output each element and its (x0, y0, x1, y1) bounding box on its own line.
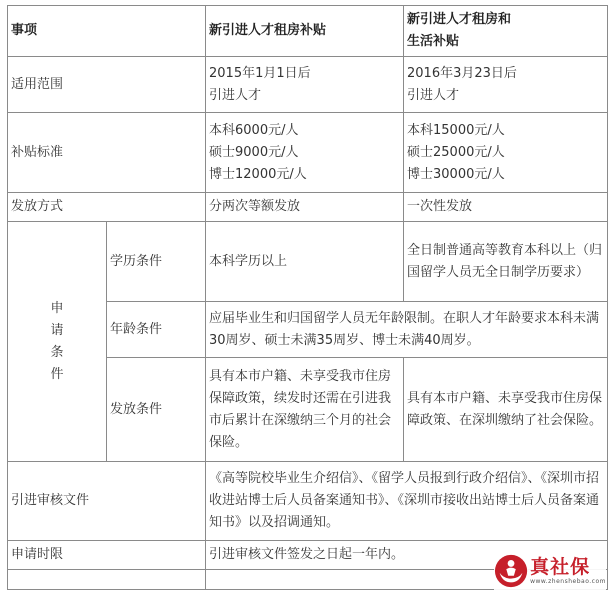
conditions-char-4: 件 (50, 366, 64, 382)
standard-col1 (206, 113, 404, 193)
header-item: 事项 (8, 6, 206, 57)
subsidy-comparison-table (7, 5, 608, 590)
standard-col2-doctor: 博士30000元/人 (407, 166, 505, 182)
education-col2: 全日制普通高等教育本科以上（归国留学人员无全日制学历要求） (404, 222, 608, 302)
age-text: 应届毕业生和归国留学人员无年龄限制。在职人才年龄要求本科未满30周岁、硕士未满35周岁、博士未满40周岁。 (206, 302, 608, 358)
standard-col2-master: 硕士25000元/人 (407, 144, 505, 160)
header-col2-line1: 新引进人才租房和 (407, 12, 512, 27)
conditions-char-3: 条 (50, 344, 64, 360)
issuance-col1: 具有本市户籍、未享受我市住房保障政策，续发时还需在引进我市后累计在深缴纳三个月的社会保险。 (206, 358, 404, 462)
trailing-cell-left (8, 570, 206, 590)
watermark (494, 551, 606, 591)
payment-col1: 分两次等额发放 (206, 193, 404, 222)
deadline-label: 申请时限 (8, 541, 206, 570)
header-row (8, 6, 608, 57)
conditions-char-1: 申 (50, 300, 64, 316)
scope-col2-line2: 引进人才 (407, 87, 460, 103)
standard-col2-bachelor: 本科15000元/人 (407, 122, 505, 138)
education-col1: 本科学历以上 (206, 222, 404, 302)
standard-col2 (404, 113, 608, 193)
education-row (8, 222, 608, 302)
watermark-text (530, 556, 606, 586)
standard-label: 补贴标准 (8, 113, 206, 193)
scope-col1 (206, 57, 404, 113)
conditions-label (8, 222, 107, 462)
watermark-url: www.zhenshebao.com (530, 578, 606, 585)
scope-col1-line2: 引进人才 (209, 87, 262, 103)
standard-row (8, 113, 608, 193)
payment-col2: 一次性发放 (404, 193, 608, 222)
scope-col2 (404, 57, 608, 113)
header-col1: 新引进人才租房补贴 (206, 6, 404, 57)
payment-label: 发放方式 (8, 193, 206, 222)
standard-col1-bachelor: 本科6000元/人 (209, 122, 299, 138)
standard-col1-master: 硕士9000元/人 (209, 144, 299, 160)
documents-label: 引进审核文件 (8, 462, 206, 541)
conditions-char-2: 请 (50, 322, 64, 338)
header-col2 (404, 6, 608, 57)
payment-row (8, 193, 608, 222)
header-col2-line2: 生活补贴 (407, 34, 460, 49)
scope-col2-line1: 2016年3月23日后 (407, 65, 517, 81)
documents-row (8, 462, 608, 541)
documents-text: 《高等院校毕业生介绍信》、《留学人员报到行政介绍信》、《深圳市招收进站博士后人员备案通知书》、《深圳市接收出站博士后人员备案通知书》以及招调通知。 (206, 462, 608, 541)
issuance-label: 发放条件 (107, 358, 206, 462)
watermark-brand: 真社保 (530, 556, 591, 578)
age-label: 年龄条件 (107, 302, 206, 358)
hands-person-icon (494, 553, 528, 589)
standard-col1-doctor: 博士12000元/人 (209, 166, 307, 182)
education-label: 学历条件 (107, 222, 206, 302)
scope-label: 适用范围 (8, 57, 206, 113)
deadline-text: 引进审核文件签发之日起一年内。 (206, 541, 608, 570)
scope-col1-line1: 2015年1月1日后 (209, 65, 311, 81)
issuance-col2: 具有本市户籍、未享受我市住房保障政策、在深圳缴纳了社会保险。 (404, 358, 608, 462)
scope-row (8, 57, 608, 113)
